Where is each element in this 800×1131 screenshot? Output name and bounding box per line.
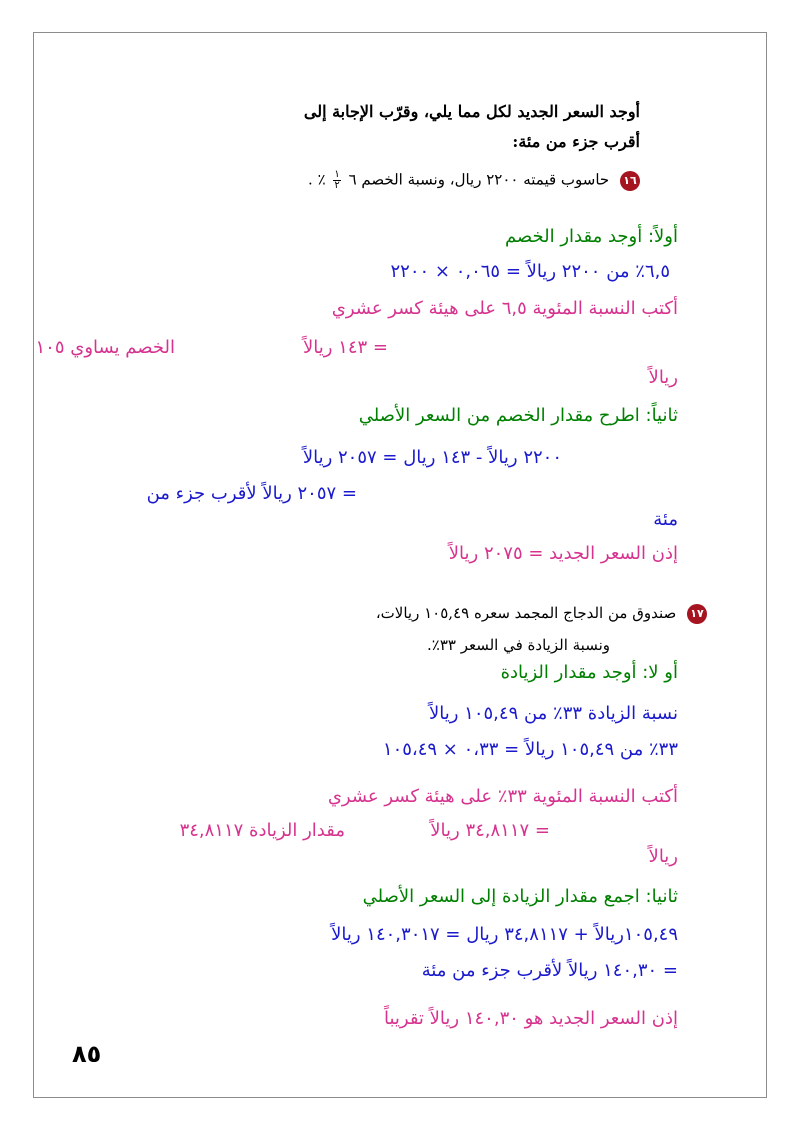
sol17-equation-3: = ٣٤,٨١١٧ رياﻻً	[430, 820, 550, 841]
sol17-equation-4: ١٠٥,٤٩رياﻻً + ٣٤,٨١١٧ ريال = ١٤٠,٣٠١٧ رياﻻً	[331, 924, 678, 945]
sol16-step1-title: أولاً: أوجد مقدار الخصم	[504, 226, 678, 247]
instructions-line-1: أوجد السعر الجديد لكل مما يلي، وقرّب الإجابة إلى	[303, 102, 640, 121]
sol16-note-2: الخصم يساوي ١٠٥	[35, 337, 175, 358]
problem-17-line-1: صندوق من الدجاج المجمد سعره ١٠٥,٤٩ ريالات،	[375, 604, 677, 622]
sol17-equation-3-cont: رياﻻً	[648, 846, 678, 867]
instructions-line-2: أقرب جزء من مئة:	[512, 132, 640, 151]
sol17-step1-title: أو لا: أوجد مقدار الزيادة	[500, 662, 678, 683]
fraction-numerator: ١	[334, 169, 340, 180]
percent-sign: ٪ .	[308, 170, 326, 189]
problem-17	[376, 604, 707, 624]
problem-number-badge: ١٧	[687, 604, 707, 624]
sol16-equation-2-cont: رياﻻً	[648, 367, 678, 388]
sol16-answer: إذن السعر الجديد = ٢٠٧٥ رياﻻً	[448, 543, 678, 564]
sol16-equation-2: = ١٤٣ رياﻻً	[302, 337, 388, 358]
sol17-equation-5: = ١٤٠,٣٠ رياﻻً لأقرب جزء من مئة	[421, 960, 678, 981]
page-number: ٨٥	[72, 1040, 102, 1068]
fraction-half	[333, 170, 340, 191]
problem-17-line-2: ونسبة الزيادة في السعر ٣٣٪.	[427, 636, 610, 654]
sol17-answer: إذن السعر الجديد هو ١٤٠,٣٠ رياﻻً تقريباً	[383, 1008, 678, 1029]
sol16-note-1: أكتب النسبة المئوية ٦,٥ على هيئة كسر عشري	[331, 298, 678, 319]
sol16-equation-4-cont: مئة	[653, 509, 678, 530]
fraction-denominator: ٢	[334, 180, 340, 191]
sol17-note-2: مقدار الزيادة ٣٤,٨١١٧	[179, 820, 345, 841]
sol16-equation-3: ٢٢٠٠ رياﻻً - ١٤٣ ريال = ٢٠٥٧ رياﻻً	[302, 447, 562, 468]
sol16-equation-4: = ٢٠٥٧ رياﻻً لأقرب جزء من	[146, 483, 357, 504]
sol17-equation-1: نسبة الزيادة ٣٣٪ من ١٠٥,٤٩ رياﻻً	[428, 703, 678, 724]
sol17-equation-2: ٣٣٪ من ١٠٥,٤٩ رياﻻً = ٠،٣٣ × ١٠٥،٤٩	[382, 739, 678, 760]
problem-16-text: حاسوب قيمته ٢٢٠٠ ريال، ونسبة الخصم	[361, 170, 610, 189]
problem-number-badge: ١٦	[620, 171, 640, 191]
sol16-equation-1: ٦,٥٪ من ٢٢٠٠ رياﻻً = ٠,٠٦٥ × ٢٢٠٠	[390, 261, 670, 282]
sol17-note-1: أكتب النسبة المئوية ٣٣٪ على هيئة كسر عشري	[327, 786, 678, 807]
sol17-step2-title: ثانيا: اجمع مقدار الزيادة إلى السعر الأصلي	[362, 886, 678, 907]
discount-whole: ٦	[348, 170, 357, 189]
sol16-step2-title: ثانياً: اطرح مقدار الخصم من السعر الأصلي	[358, 405, 678, 426]
problem-16	[308, 170, 640, 191]
